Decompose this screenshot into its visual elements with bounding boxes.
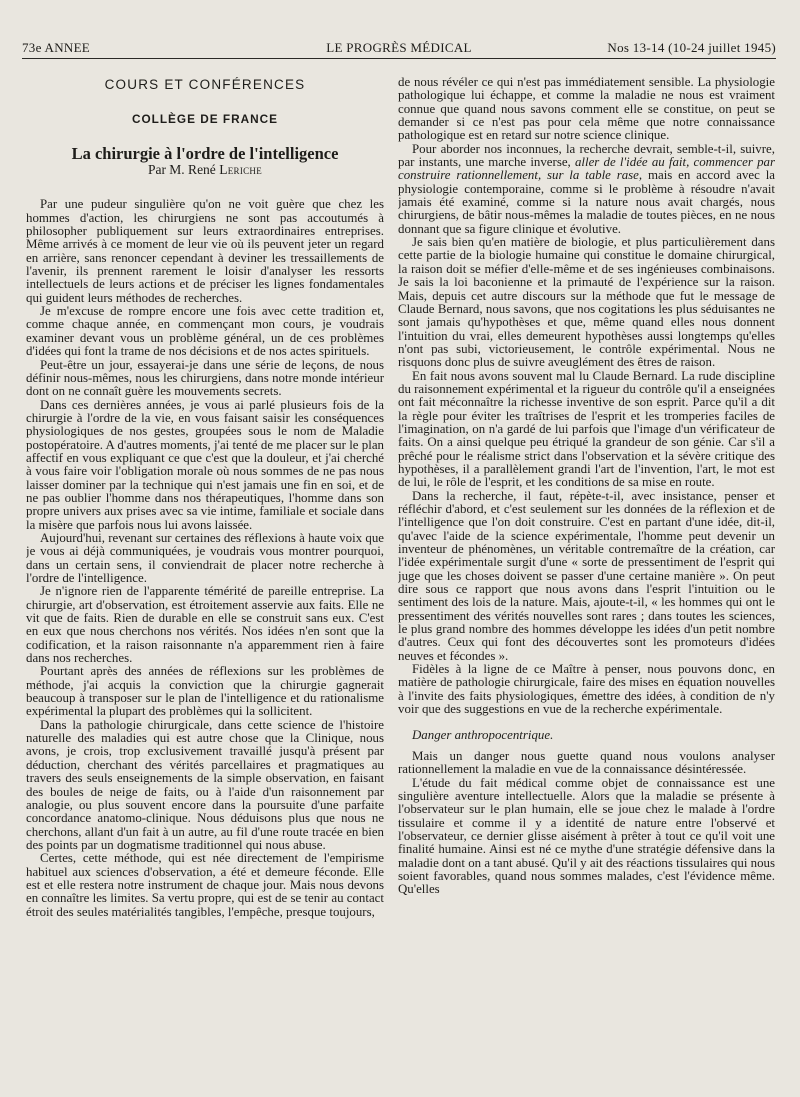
paragraph: Je sais bien qu'en matière de biologie, et plus particulièrement dans cette partie de la biologie humaine qui constitue le domaine chirurgical, la raison doit se méfier d'elle-même et de ses ingénieuses combinaisons. Je sais la loi baconienne et la primauté de l'expérience sur la raison. Mais, depuis cet autre discours sur la méthode que fut le message de Claude Bernard, nous savons, que nos cogitations les plus séduisantes ne sont jamais qu'hypothèses et que, même quand elles nous donnent l'intuition du vrai, elles demeurent hypothèses aussi longtemps qu'elles n'ont pas subi, victorieusement, le contrôle expérimental. Nous ne risquons donc plus de suivre aveuglément des êtres de raison. xyxy=(398,235,775,370)
emphasized-text: aller de l'idée au fait, commencer par construire rationnellement, sur la table rase, xyxy=(398,155,775,183)
paragraph: Dans la pathologie chirurgicale, dans cette science de l'histoire naturelle des maladies qui est autre chose que la Clinique, nous avons, je crois, trop exclusivement travaillé jusqu'à présent par déduction, cherchant des vérités parcellaires et pragmatiques au travers des seuls enseignements de la simple observation, en faisant des boules de neige de faits, ou à l'aide d'un raisonnement par analogie, ou plus souvent encore dans la poursuite d'une parfaite concordance anatomo-clinique. Nous déduisons plus que nous ne cherchons, allant d'un fait à un autre, au fil d'une route tracée en bien des points par un dogmatisme traditionnel qui nous abuse. xyxy=(26,717,384,852)
paragraph: Certes, cette méthode, qui est née directement de l'empirisme habituel aux sciences d'observation, a été et demeure féconde. Elle est et elle restera notre instrument de chaque jour. Mais nous devons en connaître les limites. Sa vertu propre, qui est de se tenir au contact étroit des seules matérialités tangibles, l'empêche, presque toujours, xyxy=(26,851,384,919)
subsection-title: COLLÈGE DE FRANCE xyxy=(131,112,279,127)
byline xyxy=(26,163,384,176)
paragraph: Dans ces dernières années, je vous ai parlé plusieurs fois de la chirurgie à l'ordre de la vie, en vous faisant saisir les conséquences physiologiques de nos gestes, groupées sous le nom de Maladie postopératoire. A d'autres moments, j'ai tenté de me placer sur le plan affectif en vous expliquant ce que c'est que la douleur, et j'ai cherché à vous faire voir l'obligation morale où nous sommes de ne pas nous laisser dominer par la technique qui n'est jamais une fin en soi, et de ne pas oublier l'homme dans nos thérapeutiques, l'homme dans son propre univers aux prises avec sa vie intime, familiale et sociale dans la misère que parfois nous lui avons laissée. xyxy=(26,397,384,532)
paragraph-text: mais en accord avec la physiologie contemporaine, comme si le problème à résoudre n'avait jamais été examiné, comme si la nature nous avait chargés, nous chirurgiens, de bâtir nous-mêmes la maladie de toutes pièces, en ne nous donnant que sa figure clinique et évolutive. xyxy=(398,168,775,236)
paragraph: En fait nous avons souvent mal lu Claude Bernard. La rude discipline du raisonnement expérimental et la rigueur du contrôle qu'il a enseignées ont fait méconnaître la richesse inventive de son esprit. Parce qu'il a dit la règle pour éviter les traîtrises de l'esprit et les tromperies faciles de l'imagination, on n'a gardé de lui parfois que l'image d'un vérificateur de faits. On a ainsi quelque peu étriqué la grandeur de son génie. Car s'il a prêché pour le réalisme strict dans l'observation et la sévère critique des hypothèses, il a parallèlement grandi l'art de l'invention, l'art, le mot est de lui, le rôle de l'esprit, et les conditions de sa mise en route. xyxy=(398,368,775,490)
paragraph: Par une pudeur singulière qu'on ne voit guère que chez les hommes d'action, les chirurgiens ne sont pas accoutumés à philosopher publiquement sur leurs extraordinaires entreprises. Même arrivés à ce moment de leur vie où ils peuvent jeter un regard en arrière, sans renoncer cependant à deviner les tressaillements de l'avenir, ils prennent rarement le loisir d'analyser les ressorts intellectuels de leurs actions et de préciser les lignes fondamentales qui guident leurs méthodes de recherches. xyxy=(26,197,384,305)
paragraph: Peut-être un jour, essayerai-je dans une série de leçons, de nous définir nous-mêmes, nous les chirurgiens, dans notre monde intérieur dont on ne connaît guère les mouvements secrets. xyxy=(26,357,384,399)
author-name: Leriche xyxy=(219,162,263,178)
article-title: La chirurgie à l'ordre de l'intelligence xyxy=(71,143,339,163)
paragraph: Fidèles à la ligne de ce Maître à penser, nous pouvons donc, en matière de pathologie chirurgicale, faire des mises en équation nouvelles à l'invite des faits physiologiques, émettre des idées, à condition de n'y voir que des suggestions en vue de la recherche expérimentale. xyxy=(398,662,775,717)
left-column xyxy=(26,74,384,1089)
running-head xyxy=(22,40,776,58)
paragraph: Mais un danger nous guette quand nous voulons analyser rationnellement la maladie en vue de la connaissance désintéressée. xyxy=(398,748,775,777)
header-rule xyxy=(22,58,776,59)
journal-title: LE PROGRÈS MÉDICAL xyxy=(326,40,472,55)
paragraph xyxy=(398,143,775,236)
issue-date: Nos 13-14 (10-24 juillet 1945) xyxy=(607,40,776,55)
byline-prefix: Par M. René xyxy=(147,162,216,178)
paragraph: Je m'excuse de rompre encore une fois avec cette tradition et, comme chaque année, en commençant mon cours, je voudrais examiner devant vous un problème général, un de ces problèmes d'idées qui font la trame de nos décisions et de nos actes spirituels. xyxy=(26,304,384,359)
paragraph-text: Pour aborder nos inconnues, la recherche devrait, semble-t-il, suivre, par instants, une marche inverse, xyxy=(398,141,775,170)
paragraph: Dans la recherche, il faut, répète-t-il, avec insistance, penser et réfléchir d'abord, et c'est seulement sur les données de la réflexion et de l'intelligence que l'on doit construire. C'est en partant d'une idée, dit-il, qu'avec l'aide de la science expérimentale, l'homme peut devenir un inventeur de phénomènes, un véritable contremaître de la création, car l'idée expérimentale surgit d'une « sorte de pressentiment de l'esprit qui juge que les choses doivent se passer d'une certaine manière ». On peut dire sous ce rapport que nous avons dans l'esprit l'intuition ou le sentiment des lois de la nature. Mais, ajoute-t-il, « les hommes qui ont le pressentiment des vérités nouvelles sont rares ; dans toutes les sciences, le plus grand nombre des hommes développe les idées d'un petit nombre d'autres. Ceux qui font des découvertes sont les promoteurs d'idées neuves et fécondes ». xyxy=(398,488,775,663)
paragraph: Je n'ignore rien de l'apparente témérité de pareille entreprise. La chirurgie, art d'observation, est étroitement asservie aux faits. Elle ne vit que de faits. Rien de durable en elle se construit sans eux. C'est en eux que nous cherchons nos vérités. Nos idées n'en sont que la codification, et la raison raisonnante n'a apparemment rien à faire dans nos recherches. xyxy=(26,584,384,666)
subsection-heading: Danger anthropocentrique. xyxy=(412,727,554,742)
paragraph: Aujourd'hui, revenant sur certaines des réflexions à haute voix que je vous ai déjà communiquées, je voudrais vous montrer pourquoi, dans un certain sens, il conviendrait de placer notre recherche à l'ordre de l'intelligence. xyxy=(26,530,384,585)
paragraph: Pourtant après des années de réflexions sur les problèmes de méthode, j'ai acquis la conviction que la chirurgie gagnerait beaucoup à transposer sur le plan de l'intelligence et du rationalisme expérimental la plupart des problèmes qui la sollicitent. xyxy=(26,664,384,719)
paragraph: L'étude du fait médical comme objet de connaissance est une singulière aventure intellectuelle. Alors que la maladie se présente à l'observateur sur le plan humain, elle se joue chez le malade à l'ordre tissulaire et comme il y a identité de nature entre l'observé et l'observateur, ce dernier glisse aisément à prêter à tout ce qu'il voit une finalité humaine. Ainsi est né ce mythe d'une stratégie défensive dans la maladie dont on a tant abusé. Qu'il y ait des réactions tissulaires qui nous soient favorables, quand nous sommes malades, c'est l'évidence même. Qu'elles xyxy=(398,775,775,897)
right-column xyxy=(398,76,775,1089)
section-title: COURS ET CONFÉRENCES xyxy=(104,77,306,92)
paragraph: de nous révéler ce qui n'est pas immédiatement sensible. La physiologie pathologique lui échappe, et comme la maladie ne nous est vraiment connue que quand nous savons comment elle se constitue, on peut se demander si ce n'est pas pour cela même que notre connaissance pathologique est en retard sur notre science clinique. xyxy=(398,76,775,143)
volume-label: 73e ANNEE xyxy=(22,40,91,55)
